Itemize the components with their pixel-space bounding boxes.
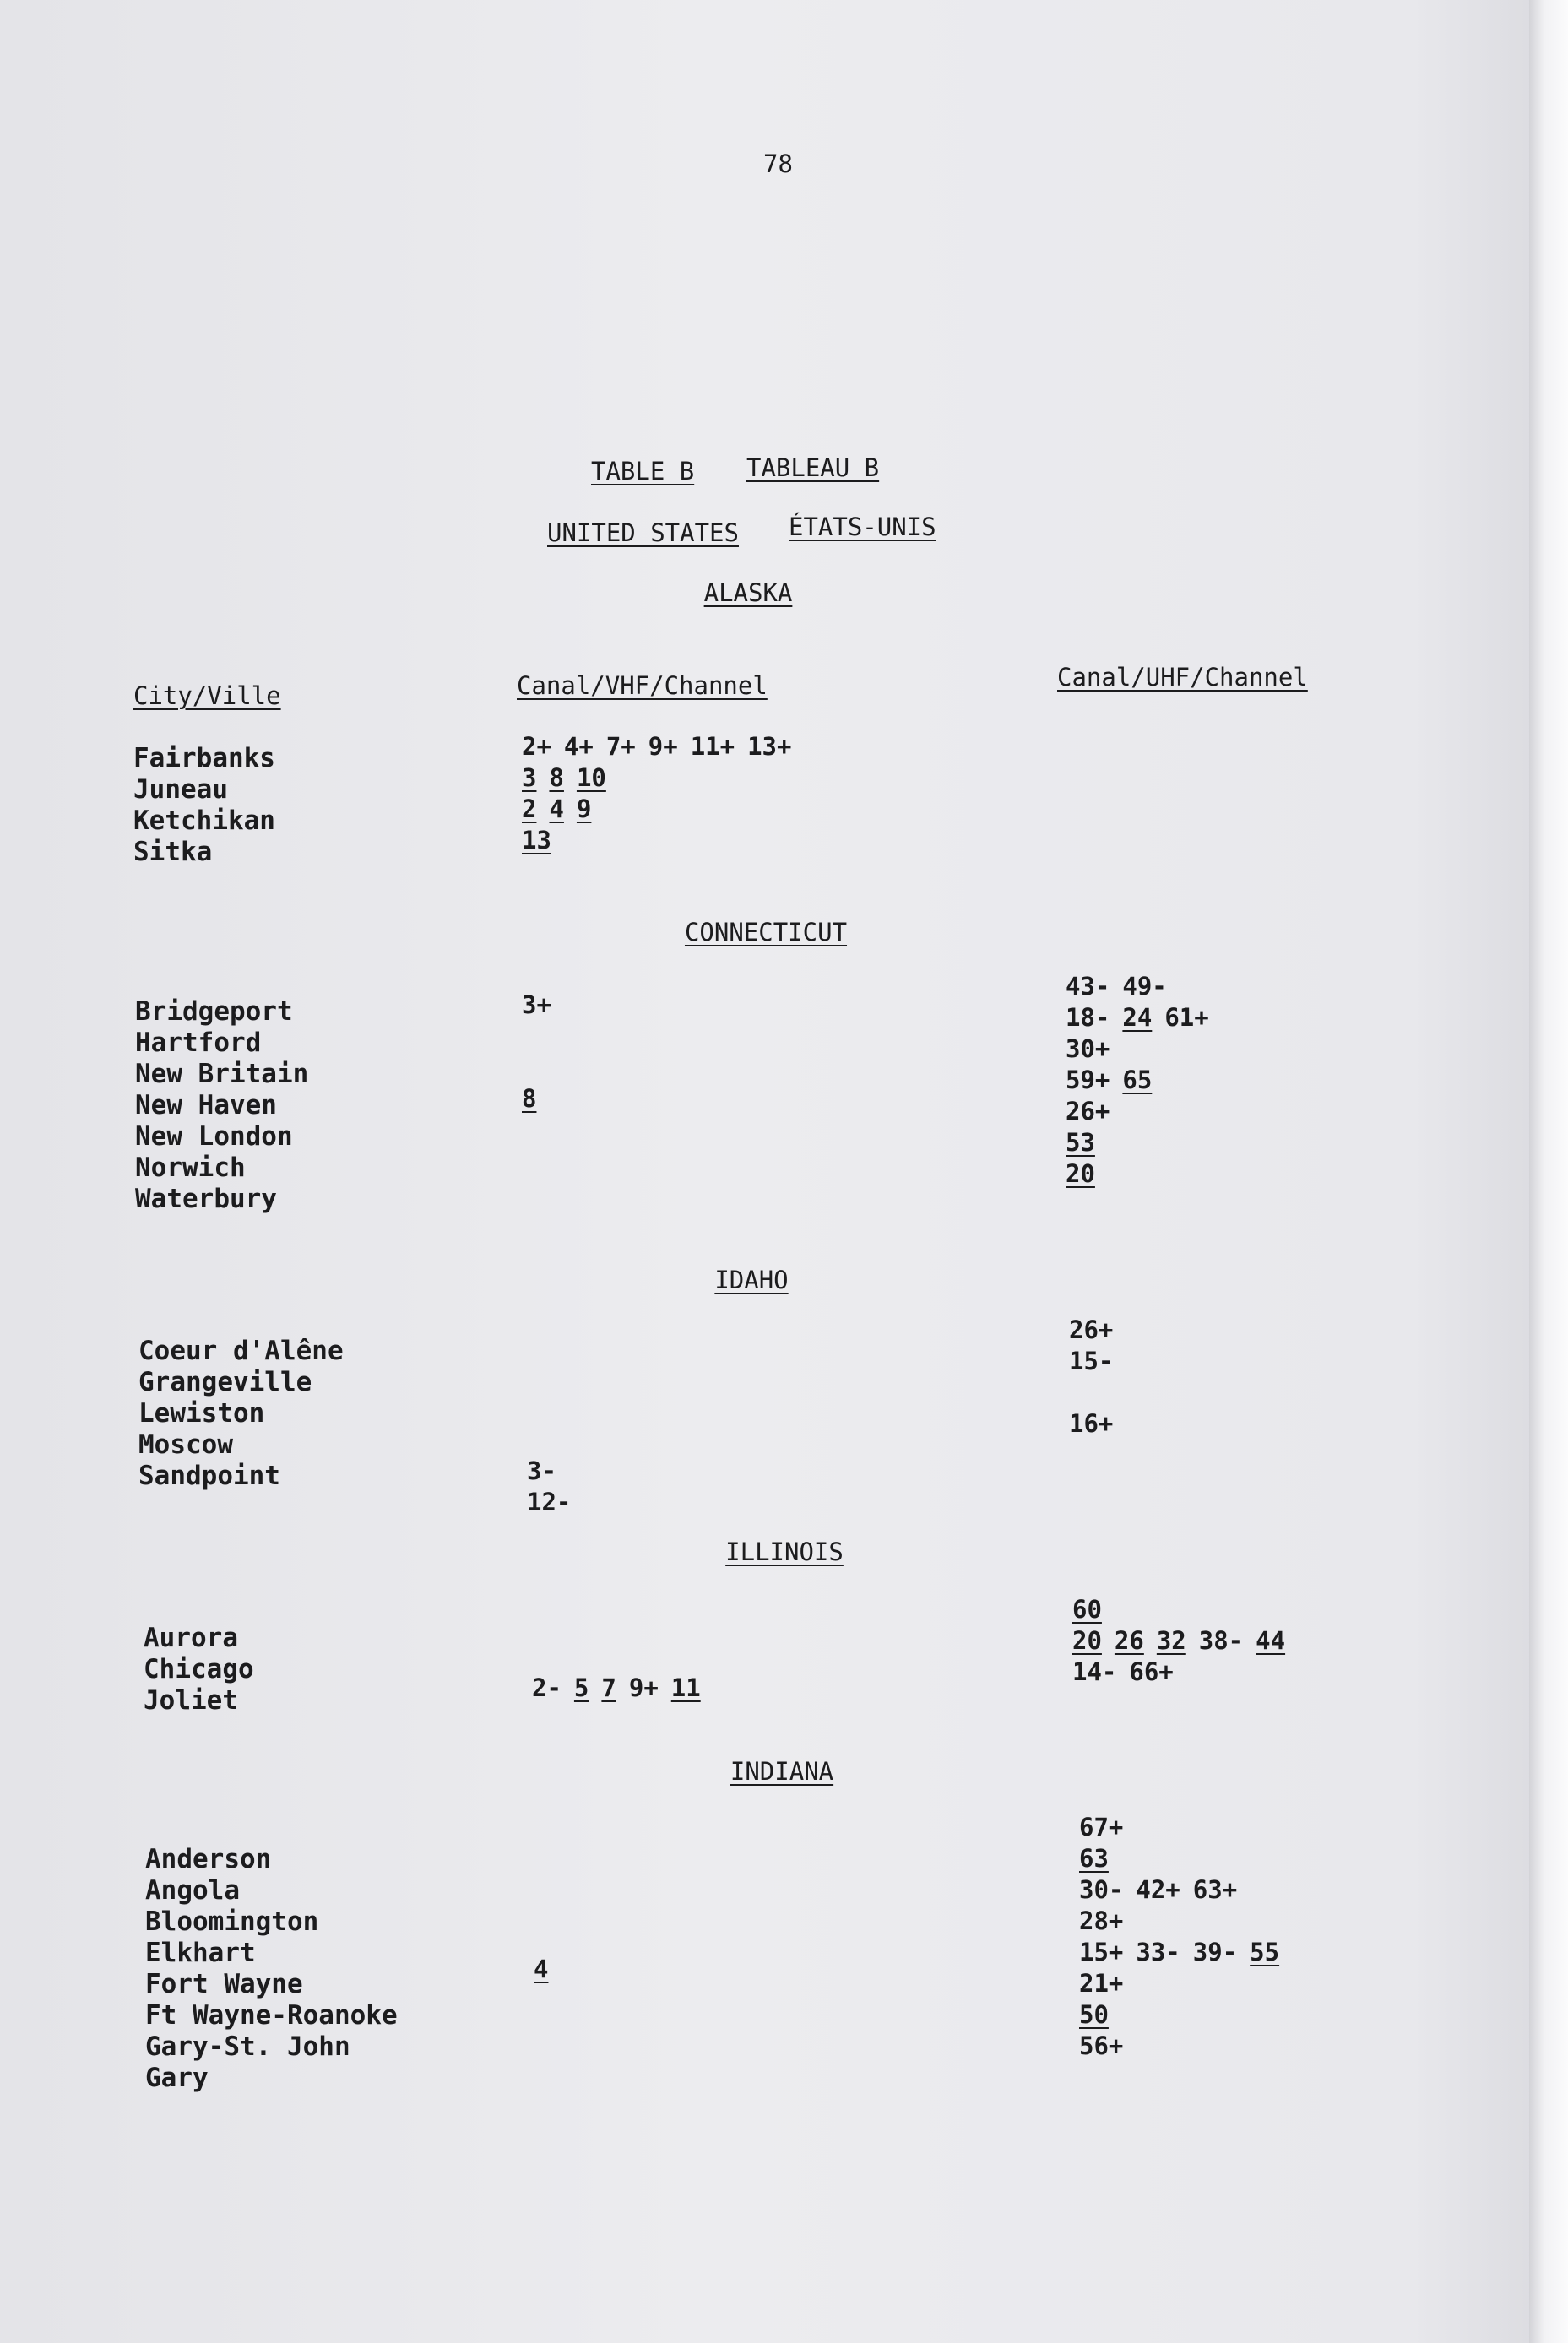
vhf-channels	[522, 794, 604, 825]
channel-value: 2	[522, 795, 537, 823]
uhf-channels	[1079, 1874, 1250, 1906]
vhf-channels	[522, 731, 804, 762]
uhf-channels	[1079, 1906, 1136, 1937]
uhf-channels	[1069, 1315, 1126, 1346]
channel-value: 9+	[648, 732, 678, 761]
uhf-channels	[1079, 1968, 1136, 1999]
channel-value: 7	[601, 1673, 616, 1702]
channel-value: 2-	[532, 1673, 562, 1702]
channel-value: 3-	[527, 1456, 556, 1485]
channel-value: 16+	[1069, 1409, 1114, 1438]
channel-value: 8	[549, 763, 564, 792]
city-name: Hartford	[135, 1028, 262, 1058]
uhf-channels	[1066, 1065, 1164, 1096]
vhf-channels	[522, 762, 619, 794]
uhf-channels	[1079, 1812, 1136, 1843]
uhf-channels	[1066, 1158, 1108, 1190]
city-name: New Haven	[135, 1090, 277, 1120]
uhf-channels	[1072, 1657, 1186, 1688]
city-name: New London	[135, 1121, 293, 1152]
channel-value: 67+	[1079, 1813, 1124, 1841]
country-fr: ÉTATS-UNIS	[789, 513, 936, 541]
channel-value: 63	[1079, 1844, 1109, 1873]
state-heading: INDIANA	[730, 1757, 834, 1786]
channel-value: 30-	[1079, 1875, 1124, 1904]
city-name: Chicago	[144, 1654, 254, 1684]
city-name: Ketchikan	[133, 805, 275, 836]
vhf-channels	[522, 825, 564, 856]
channel-value: 15+	[1079, 1938, 1124, 1966]
uhf-channels	[1079, 1937, 1292, 1968]
city-name: Aurora	[144, 1623, 238, 1653]
city-name: Fairbanks	[133, 743, 275, 773]
header-vhf: Canal/VHF/Channel	[517, 671, 768, 700]
channel-value: 20	[1066, 1159, 1095, 1188]
channel-value: 43-	[1066, 972, 1110, 1001]
city-name: Ft Wayne-Roanoke	[145, 2000, 398, 2031]
channel-value: 24	[1122, 1003, 1153, 1032]
uhf-channels	[1079, 2031, 1136, 2062]
uhf-channels	[1072, 1594, 1115, 1625]
uhf-channels	[1066, 1033, 1122, 1065]
city-name: Moscow	[138, 1429, 233, 1460]
channel-value: 10	[576, 763, 606, 792]
uhf-channels	[1066, 971, 1180, 1002]
table-title-en: TABLE B	[591, 457, 695, 485]
vhf-channels	[527, 1487, 583, 1518]
city-name: Sitka	[133, 837, 213, 867]
channel-value: 65	[1122, 1066, 1153, 1094]
channel-value: 21+	[1079, 1969, 1124, 1998]
state-heading: IDAHO	[714, 1266, 789, 1294]
city-name: Anderson	[145, 1844, 272, 1874]
city-name: Grangeville	[138, 1367, 312, 1397]
channel-value: 15-	[1069, 1347, 1114, 1375]
city-name: Fort Wayne	[145, 1969, 303, 1999]
vhf-channels	[527, 1456, 569, 1487]
city-name: Coeur d'Alêne	[138, 1336, 344, 1366]
table-title-fr: TABLEAU B	[746, 453, 880, 482]
channel-value: 39-	[1192, 1938, 1238, 1966]
channel-value: 18-	[1066, 1003, 1110, 1032]
channel-value: 26	[1114, 1626, 1144, 1655]
city-name: Norwich	[135, 1153, 246, 1183]
channel-value: 61+	[1164, 1003, 1209, 1032]
city-name: Angola	[145, 1875, 240, 1906]
channel-value: 30+	[1066, 1034, 1110, 1063]
channel-value: 49-	[1122, 972, 1167, 1001]
header-city: City/Ville	[133, 681, 281, 710]
state-heading: CONNECTICUT	[684, 918, 848, 946]
uhf-channels	[1072, 1625, 1298, 1657]
uhf-channels	[1069, 1408, 1126, 1440]
page-edge	[1529, 0, 1568, 2343]
vhf-channels	[522, 1083, 549, 1115]
channel-value: 50	[1079, 2000, 1109, 2029]
channel-value: 4+	[563, 732, 594, 761]
channel-value: 33-	[1136, 1938, 1180, 1966]
channel-value: 3	[522, 763, 537, 792]
page-number: 78	[763, 149, 793, 178]
channel-value: 11+	[690, 732, 735, 761]
uhf-channels	[1069, 1346, 1126, 1377]
city-name: Bridgeport	[135, 996, 293, 1027]
channel-value: 8	[522, 1084, 537, 1113]
vhf-channels	[522, 990, 564, 1021]
channel-value: 32	[1156, 1626, 1186, 1655]
channel-value: 4	[549, 795, 564, 823]
channel-value: 53	[1066, 1128, 1095, 1157]
channel-value: 3+	[522, 990, 551, 1019]
channel-value: 4	[534, 1955, 549, 1983]
channel-value: 9	[576, 795, 592, 823]
channel-value: 28+	[1079, 1906, 1124, 1935]
header-uhf: Canal/UHF/Channel	[1057, 663, 1308, 692]
channel-value: 14-	[1072, 1657, 1117, 1686]
country-en: UNITED STATES	[547, 518, 739, 547]
state-heading: ILLINOIS	[725, 1538, 844, 1566]
channel-value: 5	[573, 1673, 589, 1702]
city-name: New Britain	[135, 1059, 309, 1089]
channel-value: 63+	[1192, 1875, 1238, 1904]
channel-value: 7+	[605, 732, 636, 761]
uhf-channels	[1066, 1127, 1108, 1158]
channel-value: 55	[1250, 1938, 1280, 1966]
uhf-channels	[1079, 1843, 1121, 1874]
uhf-channels	[1066, 1002, 1222, 1033]
city-name: Elkhart	[145, 1938, 256, 1968]
city-name: Juneau	[133, 774, 228, 805]
city-name: Gary	[145, 2063, 209, 2093]
city-name: Joliet	[144, 1685, 238, 1716]
city-name: Waterbury	[135, 1184, 277, 1214]
vhf-channels	[532, 1673, 713, 1704]
channel-value: 60	[1072, 1595, 1102, 1624]
channel-value: 9+	[628, 1673, 659, 1702]
vhf-channels	[534, 1954, 561, 1985]
channel-value: 20	[1072, 1626, 1102, 1655]
channel-value: 13	[522, 826, 551, 854]
channel-value: 12-	[527, 1488, 572, 1516]
channel-value: 44	[1256, 1626, 1286, 1655]
channel-value: 26+	[1069, 1315, 1114, 1344]
channel-value: 11	[670, 1673, 701, 1702]
channel-value: 59+	[1066, 1066, 1110, 1094]
city-name: Bloomington	[145, 1906, 319, 1937]
channel-value: 13+	[747, 732, 792, 761]
uhf-channels	[1066, 1096, 1122, 1127]
state-heading: ALASKA	[703, 578, 793, 607]
city-name: Gary-St. John	[145, 2031, 350, 2062]
channel-value: 56+	[1079, 2031, 1124, 2060]
channel-value: 26+	[1066, 1097, 1110, 1125]
channel-value: 2+	[522, 732, 551, 761]
city-name: Sandpoint	[138, 1461, 280, 1491]
uhf-channels	[1079, 1999, 1121, 2031]
channel-value: 42+	[1136, 1875, 1180, 1904]
channel-value: 38-	[1198, 1626, 1244, 1655]
channel-value: 66+	[1129, 1657, 1174, 1686]
city-name: Lewiston	[138, 1398, 265, 1429]
